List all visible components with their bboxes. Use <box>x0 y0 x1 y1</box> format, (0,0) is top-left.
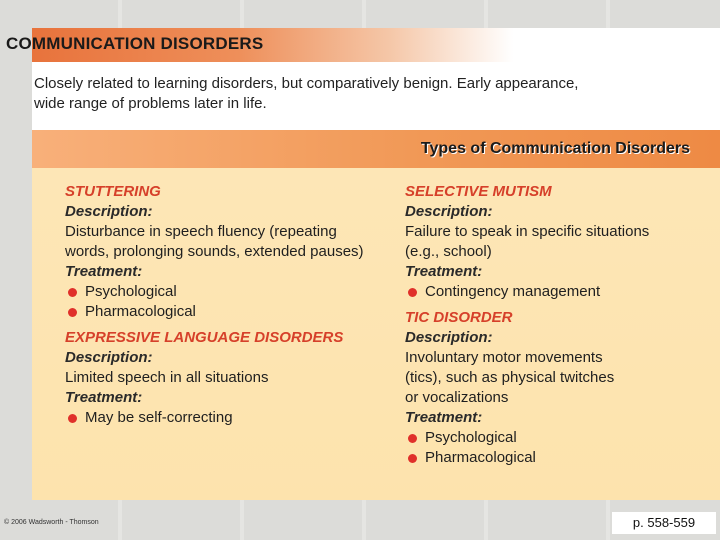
tic-desc-line-1: Involuntary motor movements <box>405 349 603 366</box>
slide-title: COMMUNICATION DISORDERS <box>6 34 264 53</box>
stuttering-desc-label: Description: <box>65 203 153 220</box>
mutism-desc-line-2: (e.g., school) <box>405 243 492 260</box>
right-column <box>405 182 705 468</box>
intro-text <box>34 74 674 114</box>
mutism-title: SELECTIVE MUTISM <box>405 183 552 200</box>
tic-desc-line-2: (tics), such as physical twitches <box>405 369 615 386</box>
list-item <box>405 282 705 302</box>
expressive-title: EXPRESSIVE LANGUAGE DISORDERS <box>65 329 344 346</box>
list-item <box>65 408 395 428</box>
bullet-icon <box>408 434 417 443</box>
stuttering-treat-label: Treatment: <box>65 263 143 280</box>
list-item <box>405 448 705 468</box>
table-body <box>32 168 720 500</box>
mutism-treat-label: Treatment: <box>405 263 483 280</box>
stuttering-desc-line-1: Disturbance in speech fluency (repeating <box>65 223 337 240</box>
mutism-desc-label: Description: <box>405 203 493 220</box>
list-item <box>405 428 705 448</box>
intro-line-2: wide range of problems later in life. <box>34 95 267 112</box>
bullet-icon <box>408 454 417 463</box>
mutism-treatment-1: Contingency management <box>425 283 601 300</box>
header-bar <box>6 28 720 62</box>
mutism-desc-line-1: Failure to speak in specific situations <box>405 223 650 240</box>
stuttering-treatment-2: Pharmacological <box>85 303 196 320</box>
bullet-icon <box>68 308 77 317</box>
list-item <box>65 302 395 322</box>
stuttering-title: STUTTERING <box>65 183 161 200</box>
list-item <box>65 282 395 302</box>
page-reference: p. 558-559 <box>612 512 716 534</box>
bullet-icon <box>408 288 417 297</box>
bullet-icon <box>68 414 77 423</box>
expressive-desc-label: Description: <box>65 349 153 366</box>
tic-desc-line-3: or vocalizations <box>405 389 509 406</box>
table-banner <box>32 130 720 168</box>
expressive-treat-label: Treatment: <box>65 389 143 406</box>
tic-treat-label: Treatment: <box>405 409 483 426</box>
stuttering-desc-line-2: words, prolonging sounds, extended pauses) <box>65 243 364 260</box>
expressive-desc-line-1: Limited speech in all situations <box>65 369 269 386</box>
left-column <box>65 182 395 428</box>
intro-line-1: Closely related to learning disorders, but comparatively benign. Early appearance, <box>34 75 579 92</box>
tic-title: TIC DISORDER <box>405 309 513 326</box>
tic-treatment-2: Pharmacological <box>425 449 536 466</box>
stuttering-treatment-1: Psychological <box>85 283 177 300</box>
table-title: Types of Communication Disorders <box>420 140 690 157</box>
tic-desc-label: Description: <box>405 329 493 346</box>
expressive-treatment-1: May be self-correcting <box>85 409 233 426</box>
slide <box>6 28 720 500</box>
copyright-text: © 2006 Wadsworth - Thomson <box>4 519 99 526</box>
bullet-icon <box>68 288 77 297</box>
tic-treatment-1: Psychological <box>425 429 517 446</box>
